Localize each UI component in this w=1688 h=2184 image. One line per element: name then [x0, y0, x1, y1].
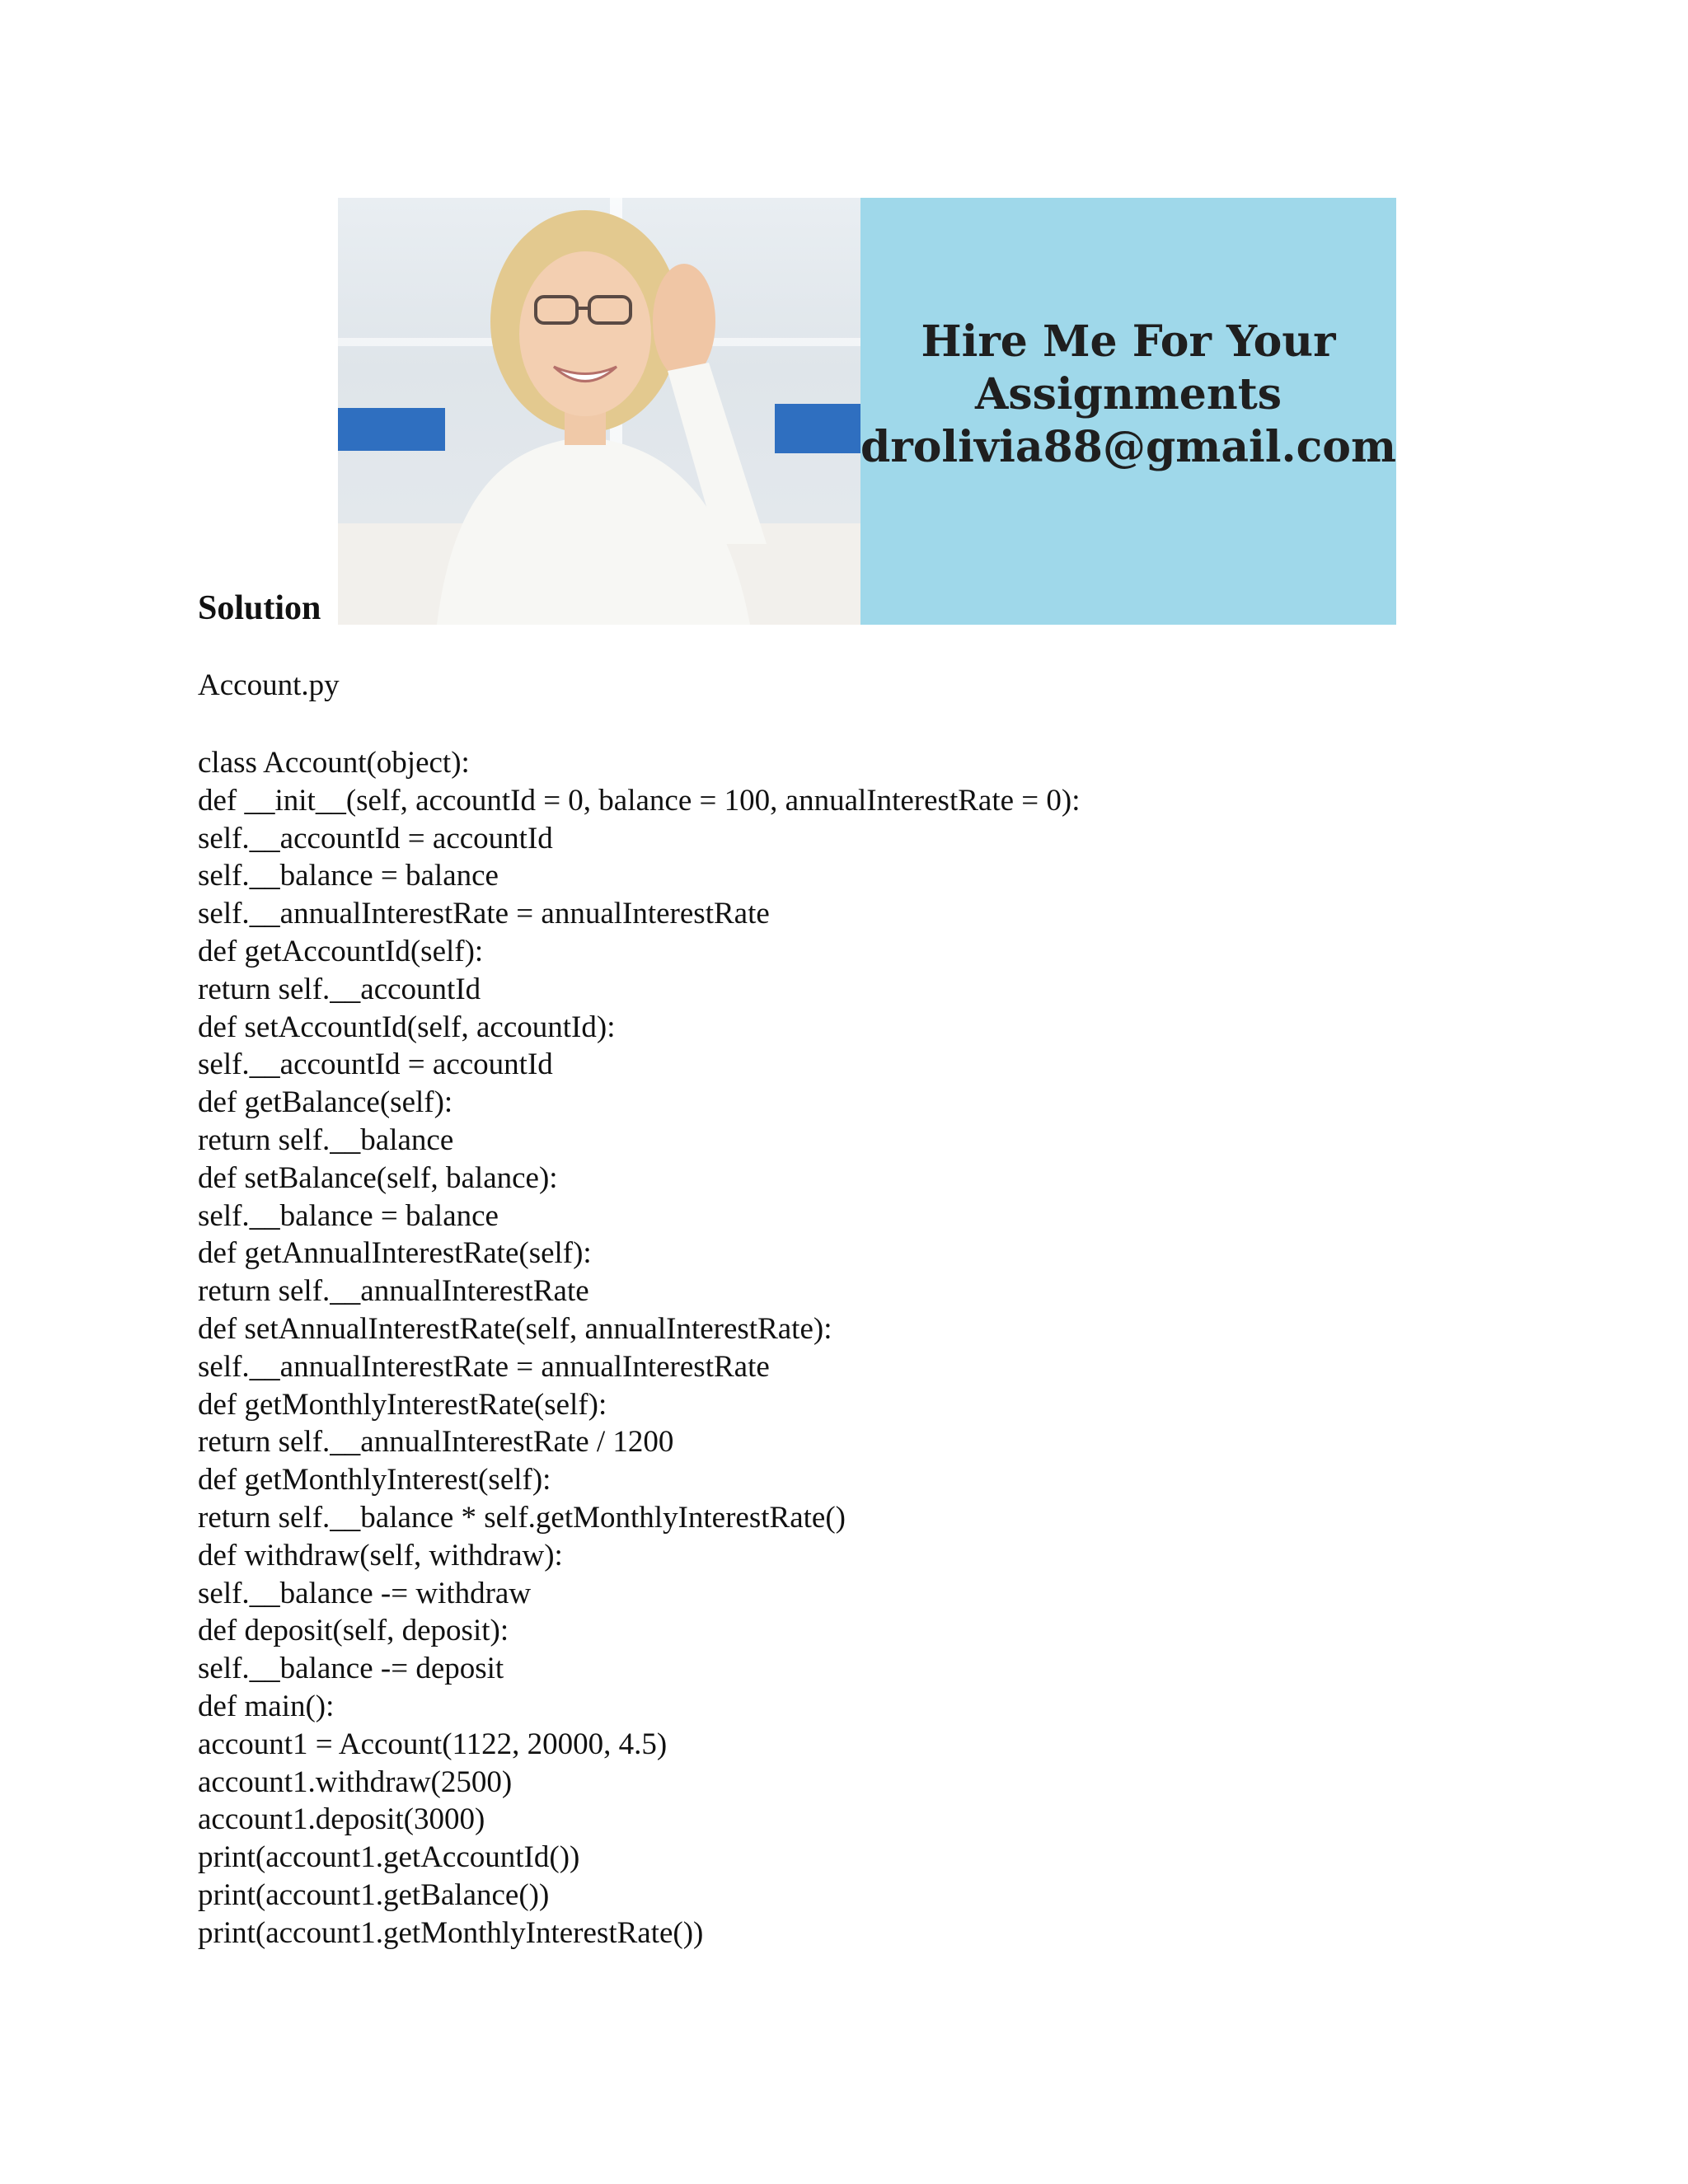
- banner-email: drolivia88@gmail.com: [860, 422, 1396, 472]
- code-line: class Account(object):: [198, 746, 470, 780]
- tutor-photo: [338, 198, 860, 625]
- code-line: def getMonthlyInterestRate(self):: [198, 1387, 607, 1422]
- advertisement-banner: [338, 198, 1396, 625]
- filename-label: Account.py: [198, 668, 340, 702]
- code-line: def getMonthlyInterest(self):: [198, 1463, 551, 1497]
- code-line: return self.__accountId: [198, 972, 481, 1006]
- code-line: def main():: [198, 1689, 335, 1723]
- code-line: self.__accountId = accountId: [198, 821, 553, 855]
- code-line: account1.withdraw(2500): [198, 1765, 513, 1799]
- code-line: self.__annualInterestRate = annualInterestRate: [198, 1349, 770, 1384]
- code-listing: [198, 744, 1081, 1952]
- code-line: self.__balance -= withdraw: [198, 1576, 532, 1610]
- code-line: self.__annualInterestRate = annualInterestRate: [198, 897, 770, 931]
- hire-me-panel: [860, 198, 1396, 625]
- banner-line-2: Assignments: [974, 369, 1282, 419]
- code-line: return self.__annualInterestRate / 1200: [198, 1425, 674, 1460]
- code-line: self.__balance -= deposit: [198, 1652, 504, 1686]
- code-line: def getAccountId(self):: [198, 934, 484, 968]
- code-line: account1.deposit(3000): [198, 1802, 485, 1837]
- code-line: account1 = Account(1122, 20000, 4.5): [198, 1727, 668, 1761]
- code-line: def withdraw(self, withdraw):: [198, 1538, 563, 1572]
- code-line: def getBalance(self):: [198, 1085, 453, 1120]
- code-line: return self.__balance * self.getMonthlyInterestRate(): [198, 1500, 846, 1535]
- code-line: def setAnnualInterestRate(self, annualInterestRate):: [198, 1311, 832, 1346]
- woman-with-glasses-illustration: [338, 198, 860, 625]
- code-line: return self.__balance: [198, 1122, 454, 1157]
- code-line: print(account1.getBalance()): [198, 1877, 550, 1912]
- code-line: def deposit(self, deposit):: [198, 1614, 509, 1648]
- code-line: def setAccountId(self, accountId):: [198, 1010, 616, 1044]
- code-line: return self.__annualInterestRate: [198, 1274, 589, 1309]
- code-line: print(account1.getAccountId()): [198, 1840, 580, 1875]
- code-line: self.__balance = balance: [198, 1198, 499, 1233]
- code-line: def setBalance(self, balance):: [198, 1160, 558, 1195]
- code-line: def __init__(self, accountId = 0, balance = 100, annualInterestRate = 0):: [198, 783, 1081, 818]
- code-line: self.__balance = balance: [198, 859, 499, 893]
- banner-line-1: Hire Me For Your: [921, 316, 1336, 367]
- code-line: def getAnnualInterestRate(self):: [198, 1236, 592, 1271]
- solution-heading: Solution: [198, 589, 321, 627]
- code-line: print(account1.getMonthlyInterestRate()): [198, 1915, 704, 1950]
- code-line: self.__accountId = accountId: [198, 1047, 553, 1082]
